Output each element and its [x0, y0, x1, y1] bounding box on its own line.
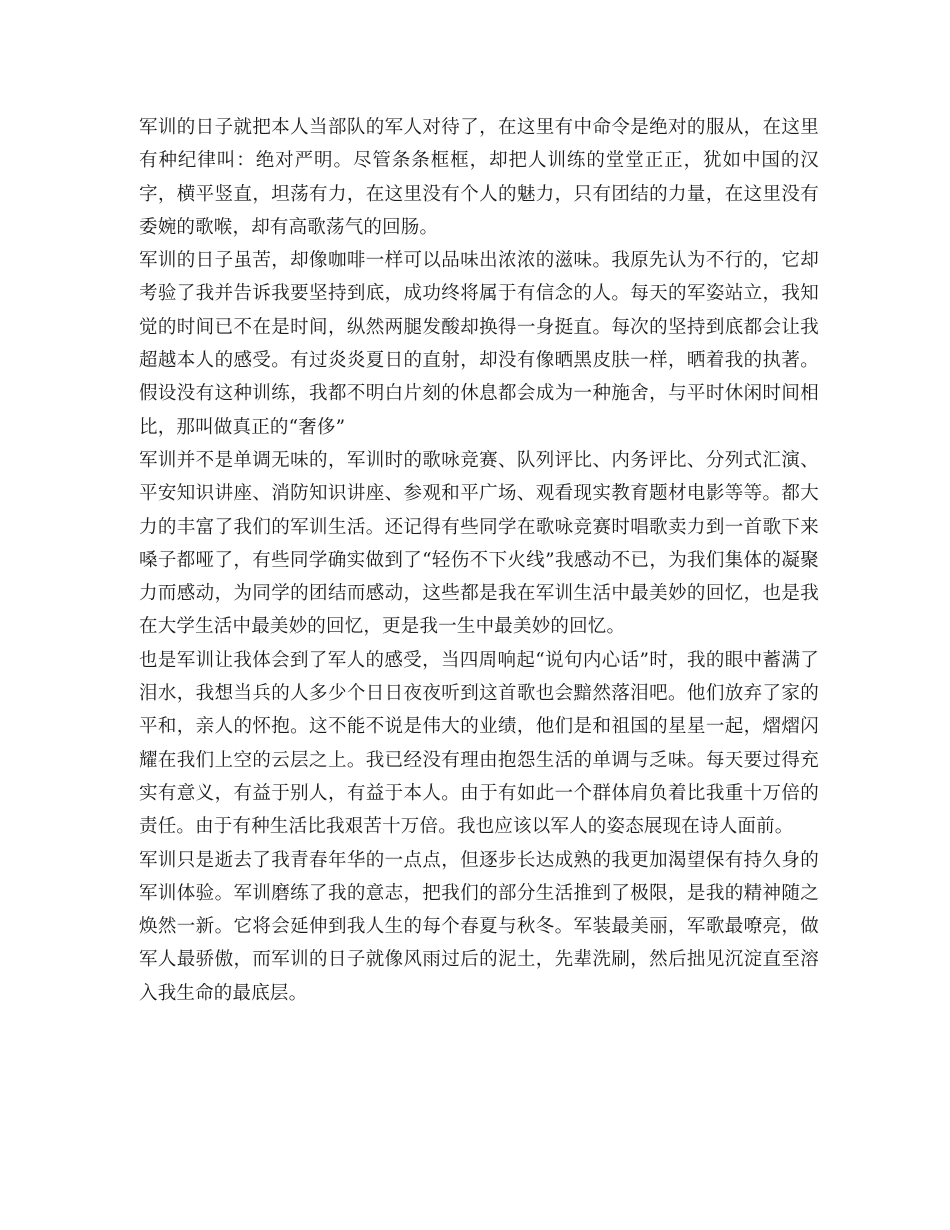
paragraph-4: 也是军训让我体会到了军人的感受，当四周响起“说句内心话”时，我的眼中蓄满了泪水，我想当兵的人多少个日日夜夜听到这首歌也会黯然落泪吧。他们放弃了家的平和，亲人的怀抱。这不能不说是伟大的业绩，他们是和祖国的星星一起，熠熠闪耀在我们上空的云层之上。我已经没有理由抱怨生活的单调与乏味。每天要过得充实有意义，有益于别人，有益于本人。由于有如此一个群体肩负着比我重十万倍的责任。由于有种生活比我艰苦十万倍。我也应该以军人的姿态展现在诗人面前。 — [139, 649, 819, 838]
paragraph-1: 军训的日子就把本人当部队的军人对待了，在这里有中命令是绝对的服从，在这里有种纪律叫：绝对严明。尽管条条框框，却把人训练的堂堂正正，犹如中国的汉字，横平竖直，坦荡有力，在这里没有个人的魅力，只有团结的力量，在这里没有委婉的歌喉，却有高歌荡气的回肠。 — [139, 117, 819, 238]
paragraph-5: 军训只是逝去了我青春年华的一点点，但逐步长达成熟的我更加渴望保有持久身的军训体验。军训磨练了我的意志，把我们的部分生活推到了极限，是我的精神随之焕然一新。它将会延伸到我人生的每个春夏与秋冬。军装最美丽，军歌最嘹亮，做军人最骄傲，而军训的日子就像风雨过后的泥土，先辈洗刷，然后拙见沉淀直至溶入我生命的最底层。 — [139, 849, 819, 1004]
paragraph-2: 军训的日子虽苦，却像咖啡一样可以品味出浓浓的滋味。我原先认为不行的，它却考验了我并告诉我要坚持到底，成功终将属于有信念的人。每天的军姿站立，我知觉的时间已不在是时间，纵然两腿发酸却换得一身挺直。每次的坚持到底都会让我超越本人的感受。有过炎炎夏日的直射，却没有像晒黑皮肤一样，晒着我的执著。假设没有这种训练，我都不明白片刻的休息都会成为一种施舍，与平时休闲时间相比，那叫做真正的“奢侈” — [139, 250, 819, 438]
paragraph-3: 军训并不是单调无味的，军训时的歌咏竞赛、队列评比、内务评比、分列式汇演、平安知识讲座、消防知识讲座、参观和平广场、观看现实教育题材电影等等。都大力的丰富了我们的军训生活。还记得有些同学在歌咏竞赛时唱歌卖力到一首歌下来嗓子都哑了，有些同学确实做到了“轻伤不下火线”我感动不已，为我们集体的凝聚力而感动，为同学的团结而感动，这些都是我在军训生活中最美妙的回忆，也是我在大学生活中最美妙的回忆，更是我一生中最美妙的回忆。 — [139, 449, 819, 638]
document-body — [139, 111, 819, 1010]
